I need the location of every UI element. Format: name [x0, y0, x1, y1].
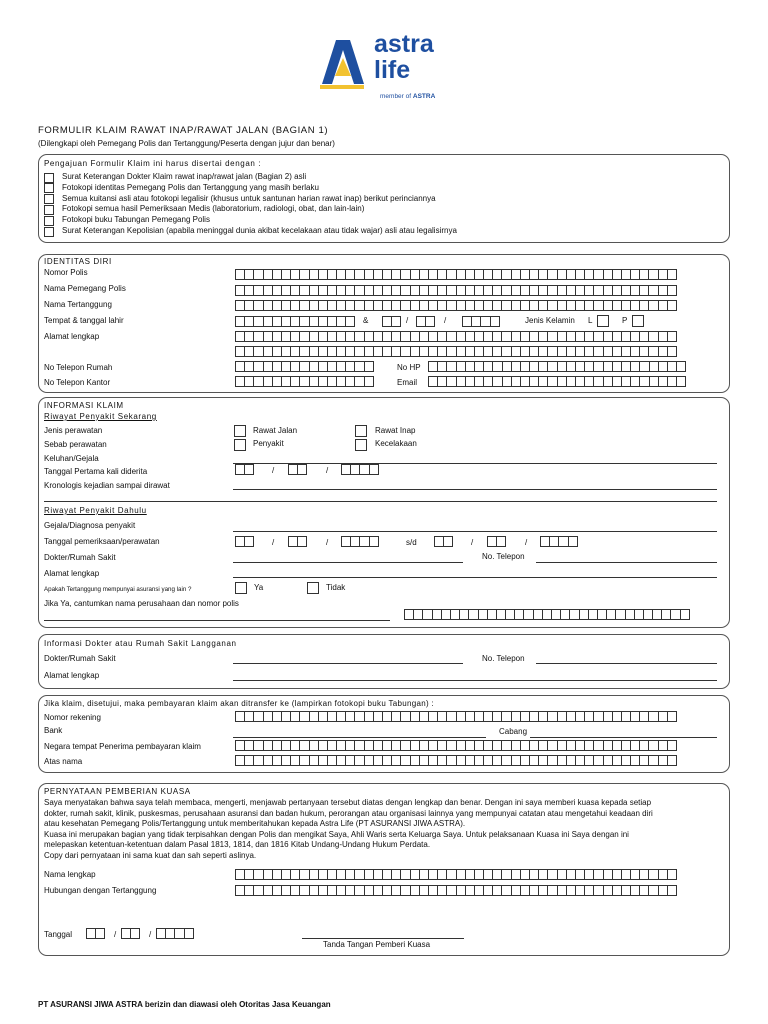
- char-box[interactable]: [391, 316, 401, 327]
- kuasa-paragraph-line: Copy dari pernyataan ini sama kuat dan sah seperti aslinya.: [44, 850, 257, 860]
- requirement-item-label: Fotokopi semua hasil Pemeriksaan Medis (laboratorium, radiologi, obat, dan lain-lain): [62, 204, 365, 214]
- sekarang-title: Riwayat Penyakit Sekarang: [44, 412, 157, 421]
- periksa-from-year[interactable]: [341, 536, 378, 547]
- alamat-klaim-line[interactable]: [233, 577, 717, 578]
- requirement-item-label: Surat Keterangan Kepolisian (apabila meninggal dunia akibat kecelakaan atau tidak wajar) asli atau legalisirnya: [62, 226, 457, 235]
- char-box[interactable]: [443, 536, 453, 547]
- char-box[interactable]: [667, 269, 677, 280]
- dahulu-title: Riwayat Penyakit Dahulu: [44, 506, 147, 515]
- label-sex-p: P: [622, 316, 628, 325]
- label-langganan-alamat: Alamat lengkap: [44, 671, 100, 680]
- nama-pemegang-input[interactable]: [235, 285, 676, 296]
- requirement-item-label: Fotokopi identitas Pemegang Polis dan Tertanggung yang masih berlaku: [62, 182, 319, 192]
- atas-nama-input[interactable]: [235, 755, 676, 766]
- email-input[interactable]: [428, 376, 685, 387]
- transfer-title: Jika klaim, disetujui, maka pembayaran klaim akan ditransfer ke (lampirkan fotokopi buku Tabungan) :: [44, 699, 435, 708]
- label-gejala-diagnosa: Gejala/Diagnosa penyakit: [44, 521, 136, 530]
- tanggal-pertama-month[interactable]: [288, 464, 306, 475]
- periksa-from-month[interactable]: [288, 536, 306, 547]
- char-box[interactable]: [95, 928, 105, 939]
- char-box[interactable]: [667, 331, 677, 342]
- char-box[interactable]: [369, 536, 379, 547]
- label-bank: Bank: [44, 726, 63, 735]
- nomor-rekening-input[interactable]: [235, 711, 676, 722]
- label-asuransi-q: Apakah Tertanggung mempunyai asuransi yang lain ?: [44, 586, 192, 593]
- astra-life-logo: [318, 30, 452, 104]
- nomor-polis-input[interactable]: [235, 269, 676, 280]
- char-box[interactable]: [364, 376, 374, 387]
- requirement-item-label: Surat Keterangan Dokter Klaim rawat inap/rawat jalan (Bagian 2) asli: [62, 172, 307, 181]
- char-box[interactable]: [680, 609, 690, 620]
- cabang-line[interactable]: [530, 737, 717, 738]
- char-box[interactable]: [425, 316, 435, 327]
- label-kronologis: Kronologis kejadian sampai dirawat: [44, 481, 170, 490]
- label-no-hp: No HP: [397, 363, 421, 372]
- alamat-input-1[interactable]: [235, 331, 676, 342]
- dokter-rs-line[interactable]: [233, 562, 463, 563]
- label-kuasa-nama: Nama lengkap: [44, 870, 96, 879]
- label-alamat: Alamat lengkap: [44, 332, 100, 341]
- requirement-checkbox[interactable]: [44, 216, 54, 226]
- char-box[interactable]: [568, 536, 578, 547]
- slash-pt-2: /: [525, 538, 528, 547]
- periksa-to-month[interactable]: [487, 536, 505, 547]
- sex-l-checkbox[interactable]: [597, 315, 609, 327]
- langganan-alamat-line[interactable]: [233, 680, 717, 681]
- requirements-title: Pengajuan Formulir Klaim ini harus disertai dengan :: [44, 159, 262, 168]
- label-telp-rumah: No Telepon Rumah: [44, 363, 113, 372]
- tanggal-pertama-year[interactable]: [341, 464, 378, 475]
- label-keluhan: Keluhan/Gejala: [44, 454, 99, 463]
- label-email: Email: [397, 378, 418, 387]
- kuasa-tanggal-month[interactable]: [121, 928, 139, 939]
- kuasa-paragraph-line: Saya menyatakan bahwa saya telah membaca, mengerti, menjawab pertanyaan tersebut diatas dengan lengkap dan benar. Dengan ini saya memberi kuasa kepada setiap: [44, 798, 652, 807]
- tgl-lahir-month-input[interactable]: [416, 316, 434, 327]
- amp-separator: &: [363, 316, 369, 325]
- label-nomor-polis: Nomor Polis: [44, 268, 88, 277]
- rawat-inap-checkbox[interactable]: [355, 425, 367, 437]
- char-box[interactable]: [496, 536, 506, 547]
- kuasa-paragraph-line: melepaskan ketentuan-ketentuan dalam Pasal 1813, 1814, dan 1816 Kitab Undang-Undang Hukum Perdata.: [44, 840, 431, 850]
- label-negara: Negara tempat Penerima pembayaran klaim: [44, 742, 201, 751]
- no-hp-input[interactable]: [428, 361, 685, 372]
- slash-k-1: /: [114, 930, 117, 939]
- requirement-checkbox[interactable]: [44, 227, 54, 237]
- nama-tertanggung-input[interactable]: [235, 300, 676, 311]
- char-box[interactable]: [667, 869, 677, 880]
- char-box[interactable]: [667, 711, 677, 722]
- member-prefix: member of: [380, 93, 413, 100]
- char-box[interactable]: [667, 300, 677, 311]
- label-telp-kantor: No Telepon Kantor: [44, 378, 111, 387]
- kuasa-tanggal-day[interactable]: [86, 928, 104, 939]
- langganan-title: Informasi Dokter atau Rumah Sakit Langganan: [44, 639, 237, 648]
- char-box[interactable]: [667, 285, 677, 296]
- ya-checkbox[interactable]: [235, 582, 247, 594]
- label-penyakit: Penyakit: [253, 439, 284, 448]
- kuasa-paragraph-line: Kuasa ini merupakan bagian yang tidak terpisahkan dengan Polis dan mengikat Saya, Ahli Waris serta Keluarga Saya. Untuk pelaksanaan Kuasa ini Saya dengan ini: [44, 829, 629, 839]
- rawat-jalan-checkbox[interactable]: [234, 425, 246, 437]
- requirement-item-label: Fotokopi buku Tabungan Pemegang Polis: [62, 215, 210, 225]
- slash-tp-2: /: [326, 466, 329, 475]
- periksa-from-day[interactable]: [235, 536, 253, 547]
- char-box[interactable]: [676, 376, 686, 387]
- telp-rumah-input[interactable]: [235, 361, 373, 372]
- kuasa-title: PERNYATAAN PEMBERIAN KUASA: [44, 787, 191, 796]
- tgl-lahir-year-input[interactable]: [462, 316, 499, 327]
- label-nama-tertanggung: Nama Tertanggung: [44, 300, 112, 309]
- label-rawat-jalan: Rawat Jalan: [253, 426, 298, 435]
- label-sebab-perawatan: Sebab perawatan: [44, 440, 107, 449]
- signature-line[interactable]: [302, 938, 464, 939]
- label-rawat-inap: Rawat Inap: [375, 426, 416, 435]
- slash-pt-1: /: [471, 538, 474, 547]
- footer-text: PT ASURANSI JIWA ASTRA berizin dan diawasi oleh Otoritas Jasa Keuangan: [38, 1000, 331, 1009]
- label-cabang: Cabang: [499, 727, 528, 736]
- label-dokter-rs: Dokter/Rumah Sakit: [44, 553, 116, 562]
- slash-pf-2: /: [326, 538, 329, 547]
- label-tanggal-pemeriksaan: Tanggal pemeriksaan/perawatan: [44, 537, 160, 546]
- form-subtitle: (Dilengkapi oleh Pemegang Polis dan Tertanggung/Peserta dengan jujur dan benar): [38, 139, 335, 148]
- label-tempat-tgl-lahir: Tempat & tanggal lahir: [44, 316, 124, 325]
- label-ya: Ya: [254, 583, 264, 592]
- periksa-to-year[interactable]: [540, 536, 577, 547]
- label-no-telepon: No. Telepon: [482, 552, 525, 561]
- label-tidak: Tidak: [326, 583, 346, 592]
- kuasa-hubungan-input[interactable]: [235, 885, 676, 896]
- label-tanggal-pertama: Tanggal Pertama kali diderita: [44, 467, 148, 476]
- polis-lain-input[interactable]: [404, 609, 689, 620]
- gejala-line[interactable]: [233, 531, 717, 532]
- astra-a-mark-icon: [318, 34, 368, 90]
- label-nama-pemegang: Nama Pemegang Polis: [44, 284, 126, 293]
- label-kuasa-hubungan: Hubungan dengan Tertanggung: [44, 886, 157, 895]
- char-box[interactable]: [130, 928, 140, 939]
- kuasa-paragraph: [44, 798, 720, 862]
- requirement-checkbox[interactable]: [44, 205, 54, 215]
- label-nomor-rekening: Nomor rekening: [44, 713, 101, 722]
- kuasa-paragraph-line: atau kesehatan Pemegang Polis/Tertanggung untuk memberitahukan kepada Astra Life (PT ASURANSI JIWA ASTRA).: [44, 819, 466, 829]
- kuasa-nama-input[interactable]: [235, 869, 676, 880]
- requirement-checkbox[interactable]: [44, 183, 54, 193]
- char-box[interactable]: [676, 361, 686, 372]
- tidak-checkbox[interactable]: [307, 582, 319, 594]
- no-telepon-line[interactable]: [536, 562, 717, 563]
- langganan-telepon-line[interactable]: [536, 663, 717, 664]
- char-box[interactable]: [244, 536, 254, 547]
- brand-word-astra: astra: [374, 30, 434, 58]
- requirement-item-label: Semua kuitansi asli atau fotokopi legalisir (khusus untuk santunan harian rawat inap) berikut perinciannya: [62, 193, 436, 203]
- form-title: FORMULIR KLAIM RAWAT INAP/RAWAT JALAN (BAGIAN 1): [38, 125, 329, 136]
- member-of-astra: [380, 93, 435, 100]
- sex-p-checkbox[interactable]: [632, 315, 644, 327]
- tgl-lahir-day-input[interactable]: [382, 316, 400, 327]
- slash-pf-1: /: [272, 538, 275, 547]
- label-langganan-dokter: Dokter/Rumah Sakit: [44, 654, 116, 663]
- label-ttd: Tanda Tangan Pemberi Kuasa: [323, 940, 431, 949]
- brand-word-life: life: [374, 56, 411, 84]
- char-box[interactable]: [369, 464, 379, 475]
- langganan-dokter-line[interactable]: [233, 663, 463, 664]
- char-box[interactable]: [364, 361, 374, 372]
- slash-1: /: [406, 316, 409, 325]
- slash-k-2: /: [149, 930, 152, 939]
- perusahaan-line[interactable]: [44, 620, 390, 621]
- label-jenis-perawatan: Jenis perawatan: [44, 426, 103, 435]
- char-box[interactable]: [297, 536, 307, 547]
- label-langganan-telepon: No. Telepon: [482, 654, 525, 663]
- label-jenis-kelamin: Jenis Kelamin: [525, 316, 575, 325]
- char-box[interactable]: [244, 464, 254, 475]
- slash-tp-1: /: [272, 466, 275, 475]
- label-sd: s/d: [406, 538, 417, 547]
- negara-input[interactable]: [235, 740, 676, 751]
- identitas-title: IDENTITAS DIRI: [44, 257, 112, 266]
- kuasa-tanggal-year[interactable]: [156, 928, 193, 939]
- kecelakaan-checkbox[interactable]: [355, 439, 367, 451]
- tanggal-pertama-day[interactable]: [235, 464, 253, 475]
- label-sex-l: L: [588, 316, 593, 325]
- klaim-title: INFORMASI KLAIM: [44, 401, 124, 410]
- label-atas-nama: Atas nama: [44, 757, 83, 766]
- alamat-input-2[interactable]: [235, 346, 676, 357]
- char-box[interactable]: [667, 885, 677, 896]
- char-box[interactable]: [297, 464, 307, 475]
- requirement-checkbox[interactable]: [44, 194, 54, 204]
- char-box[interactable]: [667, 346, 677, 357]
- penyakit-checkbox[interactable]: [234, 439, 246, 451]
- bank-line[interactable]: [233, 737, 486, 738]
- char-box[interactable]: [490, 316, 500, 327]
- kronologis-line-1[interactable]: [233, 489, 717, 490]
- char-box[interactable]: [667, 755, 677, 766]
- label-kecelakaan: Kecelakaan: [375, 439, 417, 448]
- label-jika-ya: Jika Ya, cantumkan nama perusahaan dan nomor polis: [44, 599, 239, 608]
- periksa-to-day[interactable]: [434, 536, 452, 547]
- requirement-checkbox[interactable]: [44, 173, 54, 183]
- tempat-lahir-input[interactable]: [235, 316, 354, 327]
- member-name: ASTRA: [412, 93, 436, 100]
- kuasa-paragraph-line: dokter, rumah sakit, klinik, puskesmas, perusahaan asuransi dan badan hukum, perorangan atau organisasi lainnya yang mempunyai catatan atau mengetahui keadaan diri: [44, 808, 653, 818]
- kronologis-line-2[interactable]: [44, 501, 717, 502]
- label-kuasa-tanggal: Tanggal: [44, 930, 73, 939]
- char-box[interactable]: [184, 928, 194, 939]
- label-alamat-klaim: Alamat lengkap: [44, 569, 100, 578]
- char-box[interactable]: [345, 316, 355, 327]
- telp-kantor-input[interactable]: [235, 376, 373, 387]
- char-box[interactable]: [667, 740, 677, 751]
- slash-2: /: [444, 316, 447, 325]
